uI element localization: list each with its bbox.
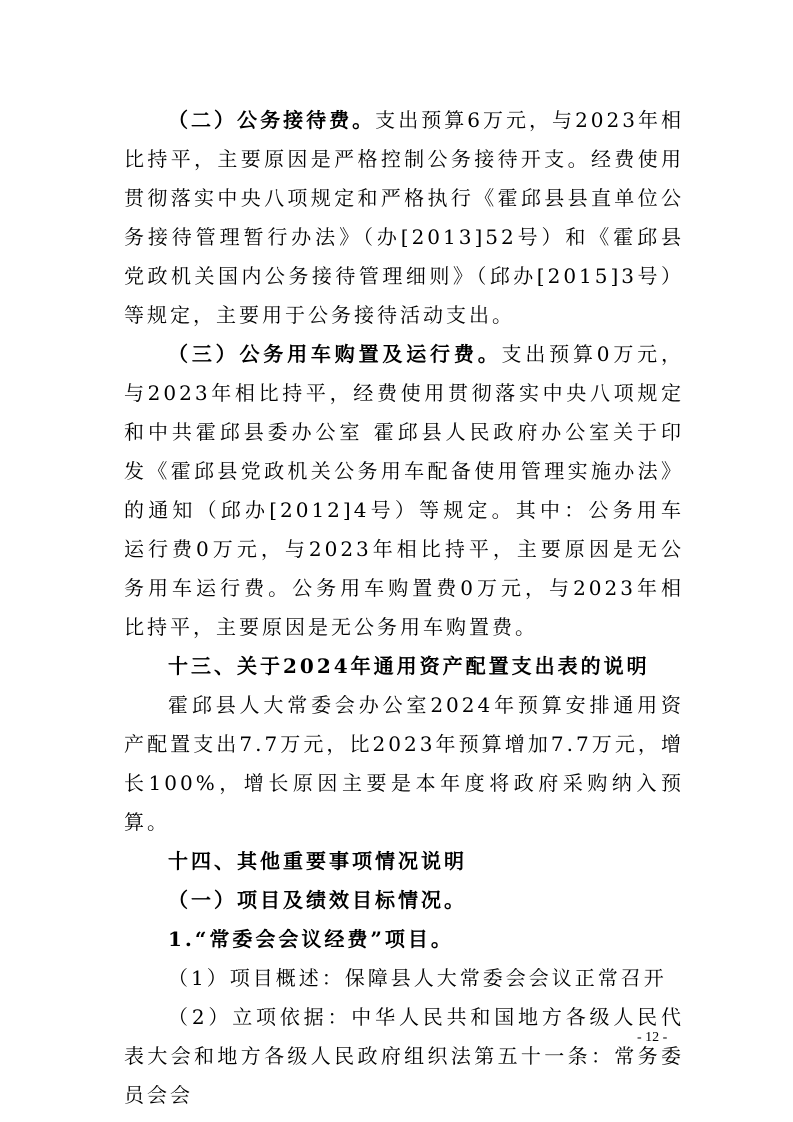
section-13-title: 十三、关于2024年通用资产配置支出表的说明 bbox=[168, 654, 650, 678]
section-14-title: 十四、其他重要事项情况说明 bbox=[168, 849, 467, 873]
page-number: - 12 - bbox=[637, 1030, 668, 1045]
paragraph-vehicle-fees bbox=[124, 335, 684, 647]
section-13-body: 霍邱县人大常委会办公室2024年预算安排通用资产配置支出7.7万元，比2023年预算增加7.7万元，增长100%，增长原因主要是本年度将政府采购纳入预算。 bbox=[124, 693, 684, 834]
subsection-1-title: （一）项目及绩效目标情况。 bbox=[168, 888, 467, 912]
item-1-title: 1.“常委会会议经费”项目。 bbox=[168, 927, 454, 951]
paragraph-reception-fees bbox=[124, 101, 684, 335]
paragraph-lead: （二）公务接待费。 bbox=[168, 108, 376, 132]
document-body bbox=[124, 101, 684, 1115]
paragraph-lead: （三）公务用车购置及运行费。 bbox=[168, 342, 502, 366]
item-1-overview: （1）项目概述：保障县人大常委会会议正常召开 bbox=[168, 966, 667, 990]
item-1-basis: （2）立项依据：中华人民共和国地方各级人民代表大会和地方各级人民政府组织法第五十一条：常务委员会会 bbox=[124, 1005, 684, 1107]
paragraph-body: 支出预算0万元，与2023年相比持平，经费使用贯彻落实中央八项规定和中共霍邱县委办公室 霍邱县人民政府办公室关于印发《霍邱县党政机关公务用车配备使用管理实施办法》的通知（邱办[2012]4号）等规定。其中：公务用车运行费0万元，与2023年相比持平，主要原因是无公务用车运行费。公务用车购置费0万元，与2023年相比持平，主要原因是无公务用车购置费。 bbox=[124, 342, 684, 639]
paragraph-body: 支出预算6万元，与2023年相比持平，主要原因是严格控制公务接待开支。经费使用贯彻落实中央八项规定和严格执行《霍邱县县直单位公务接待管理暂行办法》（办[2013]52号）和《霍邱县党政机关国内公务接待管理细则》（邱办[2015]3号）等规定，主要用于公务接待活动支出。 bbox=[124, 108, 685, 327]
